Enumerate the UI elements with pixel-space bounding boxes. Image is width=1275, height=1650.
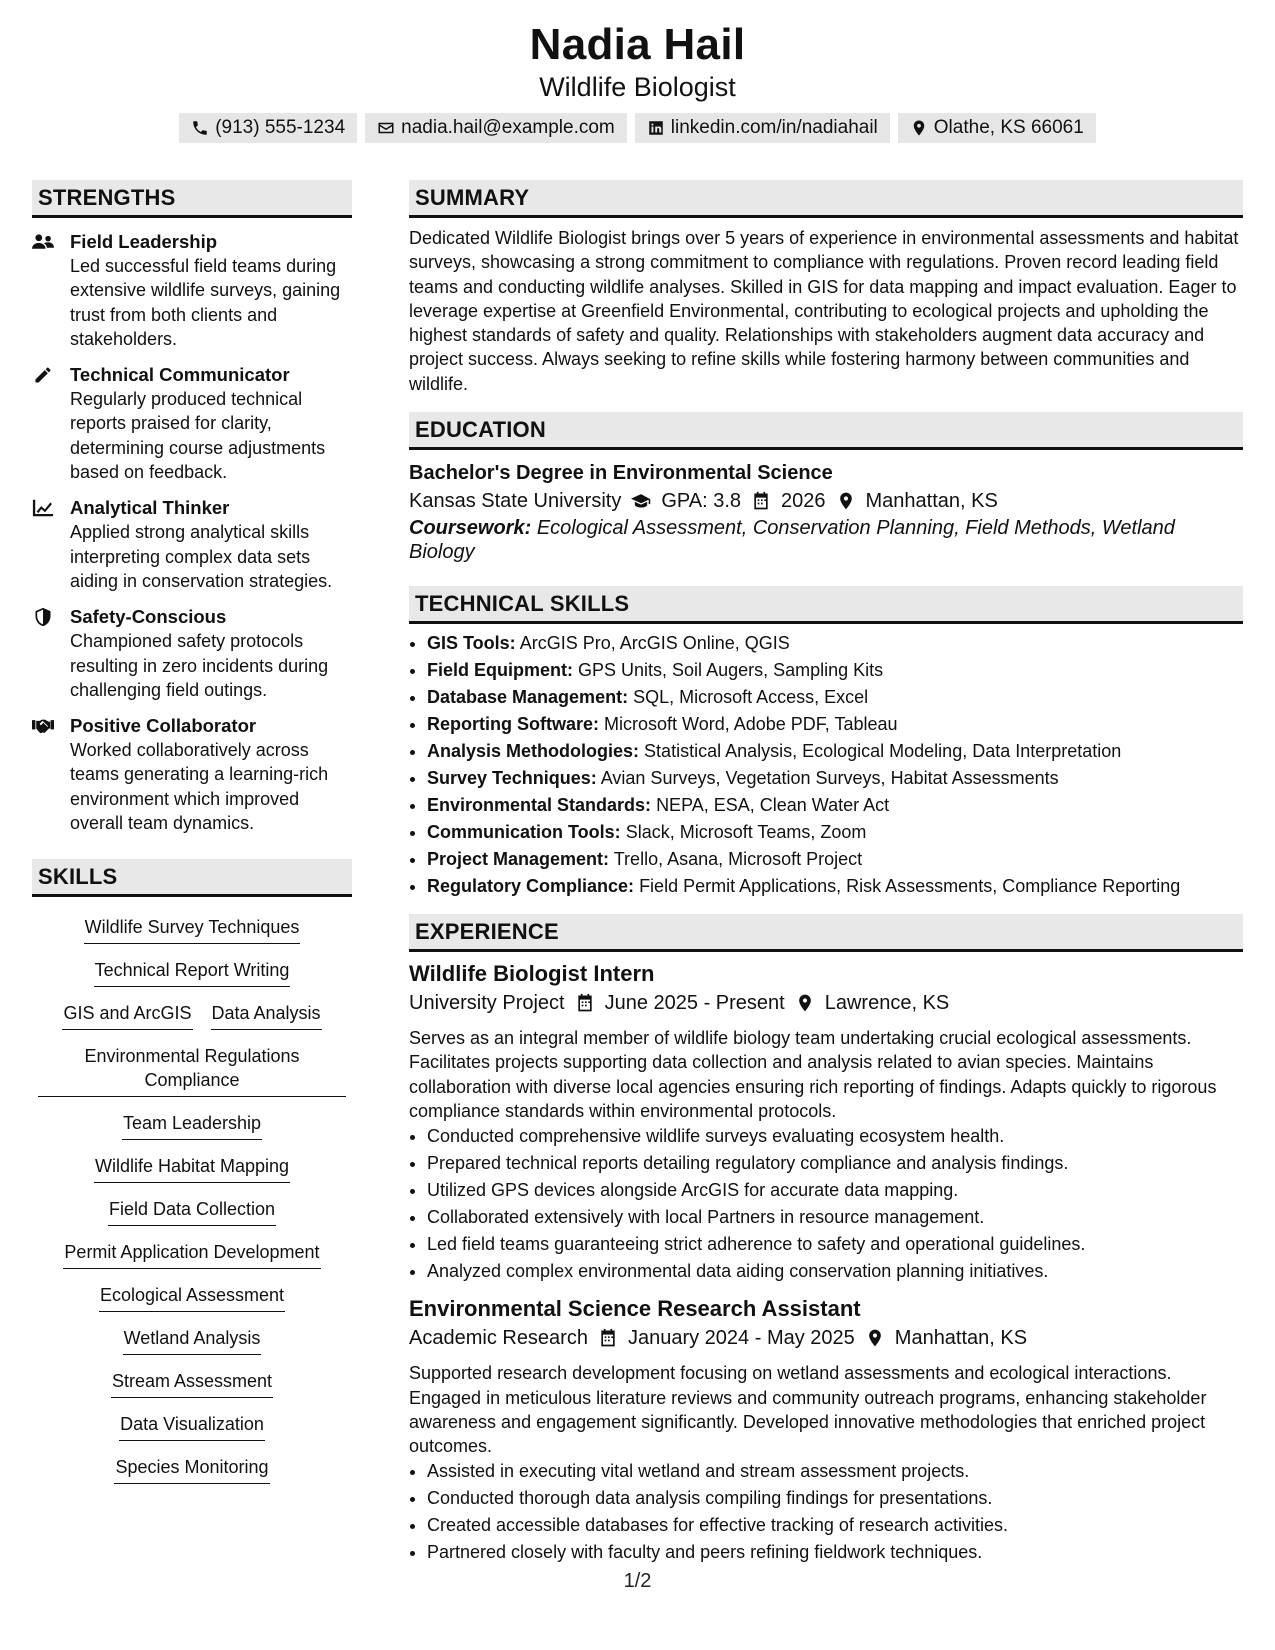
skill-category: Analysis Methodologies: — [427, 741, 640, 762]
contact-linkedin-text: linkedin.com/in/nadiahail — [670, 117, 878, 138]
list-item: • Partnered closely with faculty and peers refining fieldwork techniques. — [427, 1539, 1243, 1566]
strength-item — [32, 714, 352, 835]
list-item: • Conducted comprehensive wildlife surveys evaluating ecosystem health. — [427, 1123, 1243, 1150]
job-org: University Project — [409, 992, 565, 1015]
skill-values: Field Permit Applications, Risk Assessments, Compliance Reporting — [639, 876, 1181, 897]
job-bullets — [409, 1123, 1243, 1285]
skill-tag: Data Visualization — [119, 1408, 265, 1441]
list-item: • Prepared technical reports detailing regulatory compliance and analysis findings. — [427, 1150, 1243, 1177]
contact-linkedin[interactable] — [635, 113, 890, 143]
skill-tag: Permit Application Development — [63, 1236, 320, 1269]
skill-category: Survey Techniques: — [427, 768, 597, 789]
job-dates: June 2025 - Present — [604, 992, 785, 1015]
skill-values: ArcGIS Pro, ArcGIS Online, QGIS — [519, 633, 790, 654]
strength-desc: Applied strong analytical skills interpreting complex data sets aiding in conservation strategies. — [70, 522, 333, 591]
education-heading: EDUCATION — [409, 412, 1243, 450]
education-coursework — [409, 516, 1243, 564]
skill-tag: Species Monitoring — [114, 1451, 269, 1484]
skill-category: Communication Tools: — [427, 822, 621, 843]
location-pin-icon — [795, 993, 815, 1013]
list-item — [427, 765, 1243, 792]
list-item — [427, 792, 1243, 819]
strength-desc: Regularly produced technical reports praised for clarity, determining course adjustments based on feedback. — [70, 389, 326, 483]
page-number: 1/2 — [623, 1570, 652, 1592]
skill-values: Trello, Asana, Microsoft Project — [613, 849, 863, 870]
education-location: Manhattan, KS — [865, 490, 998, 513]
experience-heading: EXPERIENCE — [409, 914, 1243, 952]
skill-category: Regulatory Compliance: — [427, 876, 635, 897]
strength-item — [32, 496, 352, 593]
strength-title: Field Leadership — [70, 231, 218, 252]
phone-icon — [191, 119, 209, 137]
strength-title: Analytical Thinker — [70, 497, 230, 519]
contact-bar — [0, 113, 1275, 143]
list-item — [427, 630, 1243, 657]
location-pin-icon — [836, 491, 856, 511]
coursework-label: Coursework: — [409, 517, 532, 540]
summary-text: Dedicated Wildlife Biologist brings over 5 years of experience in environmental assessments and habitat surveys, showcasing a strong commitment to compliance with regulations. Proven record leading field teams and conducting wildlife analyses. Skilled in GIS for data mapping and impact evaluation. Eager to leverage expertise at Greenfield Environmental, contributing to ecological projects and upholding the highest standards of safety and quality. Relationships with stakeholders augment data accuracy and project success. Always seeking to refine skills while fostering harmony between communities and wildlife. — [409, 228, 1239, 394]
list-item: • Created accessible databases for effective tracking of research activities. — [427, 1512, 1243, 1539]
job-summary: Serves as an integral member of wildlife biology team undertaking crucial ecological assessments. Facilitates projects supporting data collection and analysis related to avian species. Maintains collaboration with diverse local agencies ensuring rich reporting of findings. Adapts quickly to rigorous compliance standards within environmental protocols. — [409, 1028, 1217, 1121]
strength-item — [32, 605, 352, 702]
summary-heading: SUMMARY — [409, 180, 1243, 218]
calendar-icon — [598, 1328, 618, 1348]
skills-list — [32, 911, 352, 1484]
list-item — [427, 684, 1243, 711]
contact-email[interactable] — [365, 113, 627, 143]
contact-location — [898, 113, 1096, 143]
contact-location-text: Olathe, KS 66061 — [933, 117, 1084, 138]
job-title: Environmental Science Research Assistant — [409, 1296, 861, 1322]
list-item — [427, 846, 1243, 873]
job-summary: Supported research development focusing on wetland assessments and ecological interactions. Engaged in meticulous literature reviews and community outreach programs, enhancing stakeholder awareness and engagement significantly. Developed innovative methodologies that enriched project outcomes. — [409, 1363, 1207, 1457]
strength-item — [32, 230, 352, 351]
strength-title: Technical Communicator — [70, 364, 290, 386]
chart-line-icon — [32, 498, 54, 518]
list-item — [427, 657, 1243, 684]
technical-skills-list — [409, 630, 1243, 900]
skill-tag: Technical Report Writing — [94, 954, 291, 987]
location-pin-icon — [865, 1328, 885, 1348]
skill-values: Statistical Analysis, Ecological Modeling, Data Interpretation — [644, 741, 1122, 762]
job-bullets — [409, 1458, 1243, 1566]
candidate-title: Wildlife Biologist — [539, 72, 736, 102]
skill-tag: Wildlife Habitat Mapping — [94, 1150, 290, 1183]
strength-title: Safety-Conscious — [70, 606, 227, 628]
skill-tag: Wildlife Survey Techniques — [84, 911, 301, 944]
envelope-icon — [377, 119, 395, 137]
list-item — [427, 711, 1243, 738]
education-gpa: GPA: 3.8 — [661, 490, 741, 513]
location-pin-icon — [910, 119, 928, 137]
coursework-text: Ecological Assessment, Conservation Planning, Field Methods, Wetland Biology — [409, 517, 1175, 564]
list-item: • Conducted thorough data analysis compiling findings for presentations. — [427, 1485, 1243, 1512]
contact-phone[interactable] — [179, 113, 357, 143]
skill-tag: Field Data Collection — [108, 1193, 276, 1226]
list-item — [427, 819, 1243, 846]
skill-category: GIS Tools: — [427, 633, 516, 654]
list-item: • Analyzed complex environmental data aiding conservation planning initiatives. — [427, 1258, 1243, 1285]
calendar-icon — [751, 491, 771, 511]
skill-values: Microsoft Word, Adobe PDF, Tableau — [604, 714, 898, 735]
skills-heading: SKILLS — [32, 859, 352, 897]
skill-category: Field Equipment: — [427, 660, 573, 681]
skill-tag: Environmental Regulations Compliance — [38, 1040, 346, 1097]
linkedin-icon — [647, 119, 665, 137]
left-column — [32, 180, 352, 1484]
technical-skills-heading: TECHNICAL SKILLS — [409, 586, 1243, 624]
skill-tag: Data Analysis — [211, 997, 322, 1030]
skill-tag: GIS and ArcGIS — [62, 997, 192, 1030]
job-meta — [409, 988, 1243, 1018]
list-item: • Collaborated extensively with local Partners in resource management. — [427, 1204, 1243, 1231]
skill-category: Environmental Standards: — [427, 795, 652, 816]
education-degree: Bachelor's Degree in Environmental Science — [409, 462, 833, 485]
list-item: • Utilized GPS devices alongside ArcGIS for accurate data mapping. — [427, 1177, 1243, 1204]
pencil-icon — [32, 365, 54, 385]
job-org: Academic Research — [409, 1327, 588, 1350]
skill-values: Slack, Microsoft Teams, Zoom — [625, 822, 867, 843]
job-title: Wildlife Biologist Intern — [409, 961, 655, 987]
skill-category: Database Management: — [427, 687, 629, 708]
skill-tag: Wetland Analysis — [123, 1322, 262, 1355]
skill-values: GPS Units, Soil Augers, Sampling Kits — [578, 660, 884, 681]
list-item: • Assisted in executing vital wetland and stream assessment projects. — [427, 1458, 1243, 1485]
shield-icon — [32, 607, 54, 627]
strength-desc: Led successful field teams during extensive wildlife surveys, gaining trust from both clients and stakeholders. — [70, 256, 341, 349]
skill-category: Project Management: — [427, 849, 610, 870]
users-icon — [32, 232, 54, 252]
skill-tag: Stream Assessment — [111, 1365, 273, 1398]
contact-email-text: nadia.hail@example.com — [401, 117, 615, 138]
job-meta — [409, 1323, 1243, 1353]
job-location: Lawrence, KS — [824, 992, 950, 1015]
handshake-icon — [32, 716, 54, 736]
list-item: • Led field teams guaranteeing strict adherence to safety and operational guidelines. — [427, 1231, 1243, 1258]
strength-desc: Championed safety protocols resulting in zero incidents during challenging field outings. — [70, 631, 329, 700]
job-location: Manhattan, KS — [894, 1327, 1028, 1350]
skill-values: Avian Surveys, Vegetation Surveys, Habitat Assessments — [600, 768, 1059, 789]
candidate-name: Nadia Hail — [529, 20, 746, 69]
education-school: Kansas State University — [409, 490, 622, 513]
strength-desc: Worked collaboratively across teams generating a learning-rich environment which improved overall team dynamics. — [70, 740, 329, 834]
skill-values: SQL, Microsoft Access, Excel — [633, 687, 869, 708]
job-dates: January 2024 - May 2025 — [627, 1327, 855, 1350]
contact-phone-text: (913) 555-1234 — [215, 117, 346, 138]
strength-item — [32, 363, 352, 484]
skill-tag: Ecological Assessment — [99, 1279, 285, 1312]
list-item — [427, 873, 1243, 900]
skill-values: NEPA, ESA, Clean Water Act — [656, 795, 890, 816]
strength-title: Positive Collaborator — [70, 715, 257, 737]
education-year: 2026 — [781, 490, 826, 513]
graduation-cap-icon — [631, 491, 651, 511]
list-item — [427, 738, 1243, 765]
skill-tag: Team Leadership — [122, 1107, 262, 1140]
strengths-heading: STRENGTHS — [32, 180, 352, 218]
skill-category: Reporting Software: — [427, 714, 600, 735]
calendar-icon — [575, 993, 595, 1013]
right-column — [409, 180, 1243, 1566]
education-meta — [409, 486, 1243, 516]
